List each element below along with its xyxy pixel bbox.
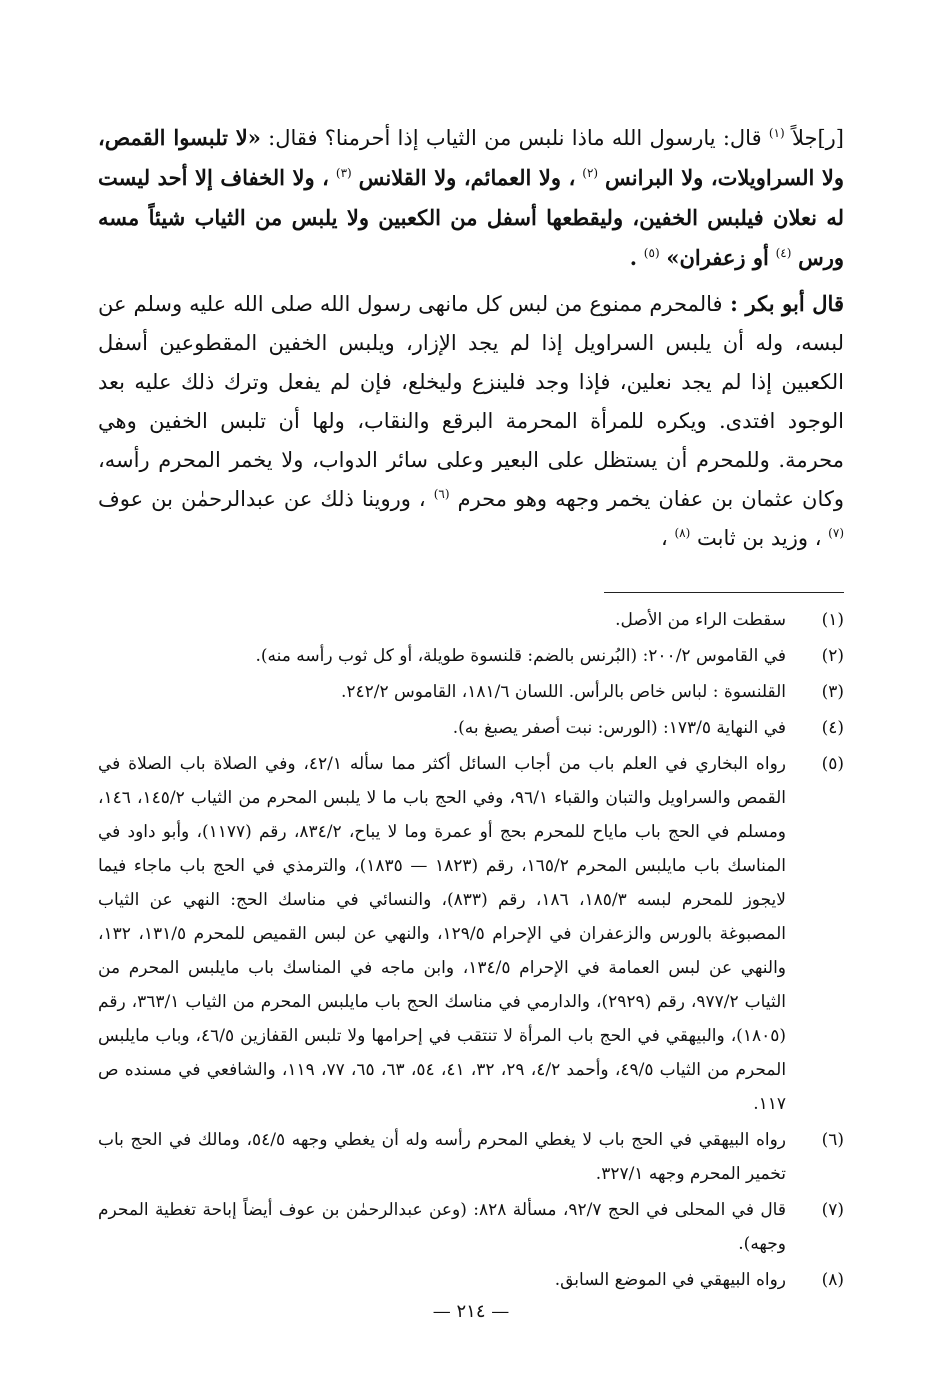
speaker-label: قال أبو بكر : bbox=[722, 291, 844, 316]
footnote-number: (٤) bbox=[821, 718, 844, 738]
footnote-number: (٧) bbox=[821, 1200, 844, 1220]
text-segment: . bbox=[629, 245, 638, 270]
footnote-ref[interactable]: (١) bbox=[768, 126, 785, 140]
footnote-ref[interactable]: (٧) bbox=[828, 526, 844, 540]
footnote-number: (٨) bbox=[821, 1270, 844, 1290]
footnote-text: في النهاية ١٧٣/٥: (الورس: نبت أصفر يصبغ به). bbox=[452, 718, 786, 738]
hadith-text: ، ولا الخفاف إلا أحد ليست له نعلان فيلبس الخفين، وليقطعها أسفل من الكعبين ولا يلبس من الثياب شيئاً مسه ورس bbox=[98, 165, 844, 270]
footnote-ref[interactable]: (٦) bbox=[433, 487, 450, 501]
footnote-text: قال في المحلى في الحج ٩٢/٧، مسألة ٨٢٨: (وعن عبدالرحمٰن بن عوف أيضاً إباحة تغطية المحرم وجهه). bbox=[98, 1200, 786, 1254]
footnote-ref[interactable]: (٣) bbox=[335, 166, 352, 180]
hadith-text: «لا تلبسوا القمص، ولا السراويلات، ولا البرانس bbox=[98, 125, 844, 190]
footnote-item bbox=[98, 747, 844, 1121]
footnote-item bbox=[98, 603, 844, 637]
text-segment: ، وزيد بن ثابت bbox=[696, 526, 822, 550]
footnote-text: رواه البيهقي في الحج باب لا يغطي المحرم رأسه وله أن يغطي وجهه ٥٤/٥، ومالك في الحج باب تخمير المحرم وجهه ٣٢٧/١. bbox=[98, 1130, 786, 1184]
hadith-text: ، ولا العمائم، ولا القلانس bbox=[358, 165, 576, 190]
paragraph-commentary bbox=[98, 284, 844, 558]
text-segment: قال: يارسول الله ماذا نلبس من الثياب إذا أحرمنا؟ فقال: bbox=[260, 126, 762, 150]
main-text bbox=[98, 118, 844, 558]
footnote-number: (٣) bbox=[821, 682, 844, 702]
footnote-text: القلنسوة : لباس خاص بالرأس. اللسان ١٨١/٦، القاموس ٢٤٢/٢. bbox=[340, 682, 786, 702]
footnotes-list bbox=[98, 603, 844, 1297]
page-number: — ٢١٤ — bbox=[432, 1301, 510, 1322]
footnote-ref[interactable]: (٨) bbox=[674, 526, 691, 540]
footnote-number: (١) bbox=[821, 610, 844, 630]
footnote-text: رواه البيهقي في الموضع السابق. bbox=[554, 1270, 786, 1290]
footnote-item bbox=[98, 711, 844, 745]
paragraph-hadith bbox=[98, 118, 844, 278]
footnote-text: في القاموس ٢٠٠/٢: (البُرنس بالضم: قلنسوة طويلة، أو كل ثوب رأسه منه). bbox=[255, 646, 786, 666]
footnote-number: (٦) bbox=[821, 1130, 844, 1150]
text-segment: ، bbox=[661, 526, 668, 550]
footnote-item bbox=[98, 1263, 844, 1297]
footnote-item bbox=[98, 675, 844, 709]
footnote-number: (٥) bbox=[821, 754, 844, 774]
footnote-text: رواه البخاري في العلم باب من أجاب السائل أكثر مما سأله ٤٢/١، وفي الصلاة باب الصلاة في القمص والسراويل والتبان والقباء ٩٦/١، وفي الحج باب ما لا يلبس المحرم من الثياب ١٤٥/٢، ١٤٦، ومسلم في الحج باب ماياح للمحرم بحج أو عمرة وما لا يباح، ٨٣٤/٢، رقم (١١٧٧)، وأبو داود في المناسك باب مايلبس المحرم ١٦٥/٢، رقم (١٨٢٣ — ١٨٣٥)، والترمذي في الحج باب ماجاء فيما لايجوز للمحرم لبسه ١٨٥/٣، ١٨٦، رقم (٨٣٣)، والنسائي في مناسك الحج: النهي عن الثياب المصبوغة بالورس والزعفران في الإحرام ١٢٩/٥، والنهي عن لبس القميص للمحرم ١٣١/٥، ١٣٢، والنهي عن لبس العمامة في الإحرام ١٣٤/٥، وابن ماجه في المناسك باب مايلبس المحرم من الثياب ٩٧٧/٢، رقم (٢٩٢٩)، والدارمي في مناسك الحج باب مايلبس المحرم من الثياب ٣٦٣/١، رقم (١٨٠٥)، والبيهقي في الحج باب المرأة لا تنتقب في إحرامها ولا تلبس القفازين ٤٦/٥، وباب مايلبس المحرم من الثياب ٤٩/٥، وأحمد ٤/٢، ٢٩، ٣٢، ٤١، ٥٤، ٦٣، ٦٥، ٧٧، ١١٩، والشافعي في مسنده ص ١١٧. bbox=[98, 754, 787, 1114]
footnote-ref[interactable]: (٢) bbox=[582, 166, 599, 180]
footnote-number: (٢) bbox=[821, 646, 844, 666]
footnote-divider bbox=[604, 592, 844, 593]
text-segment: [ر]جلاً bbox=[791, 126, 844, 150]
footnote-ref[interactable]: (٤) bbox=[775, 246, 792, 260]
footnote-item bbox=[98, 1123, 844, 1191]
footnote-item bbox=[98, 639, 844, 673]
footnote-text: سقطت الراء من الأصل. bbox=[615, 610, 786, 630]
footnote-item bbox=[98, 1193, 844, 1261]
footnote-ref[interactable]: (٥) bbox=[643, 246, 660, 260]
text-segment: فالمحرم ممنوع من لبس كل مانهى رسول الله صلى الله عليه وسلم عن لبسه، وله أن يلبس السراويل إذا لم يجد الإزار، ويلبس الخفين المقطوعين أسفل الكعبين إذا لم يجد نعلين، فإذا وجد فلينزع وليخلع، فإن لم يفعل وترك ذلك عليه بعد الوجود افتدى. ويكره للمرأة المحرمة البرقع والنقاب، ولها أن تلبس الخفين وهي محرمة. وللمحرم أن يستظل على البعير وعلى سائر الدواب، ولا يخمر المحرم رأسه، وكان عثمان بن عفان يخمر وجهه وهو محرم bbox=[98, 292, 845, 511]
text-segment: ، وروينا ذلك عن عبدالرحمٰن بن عوف bbox=[98, 487, 426, 511]
hadith-text: أو زعفران» bbox=[666, 245, 769, 270]
